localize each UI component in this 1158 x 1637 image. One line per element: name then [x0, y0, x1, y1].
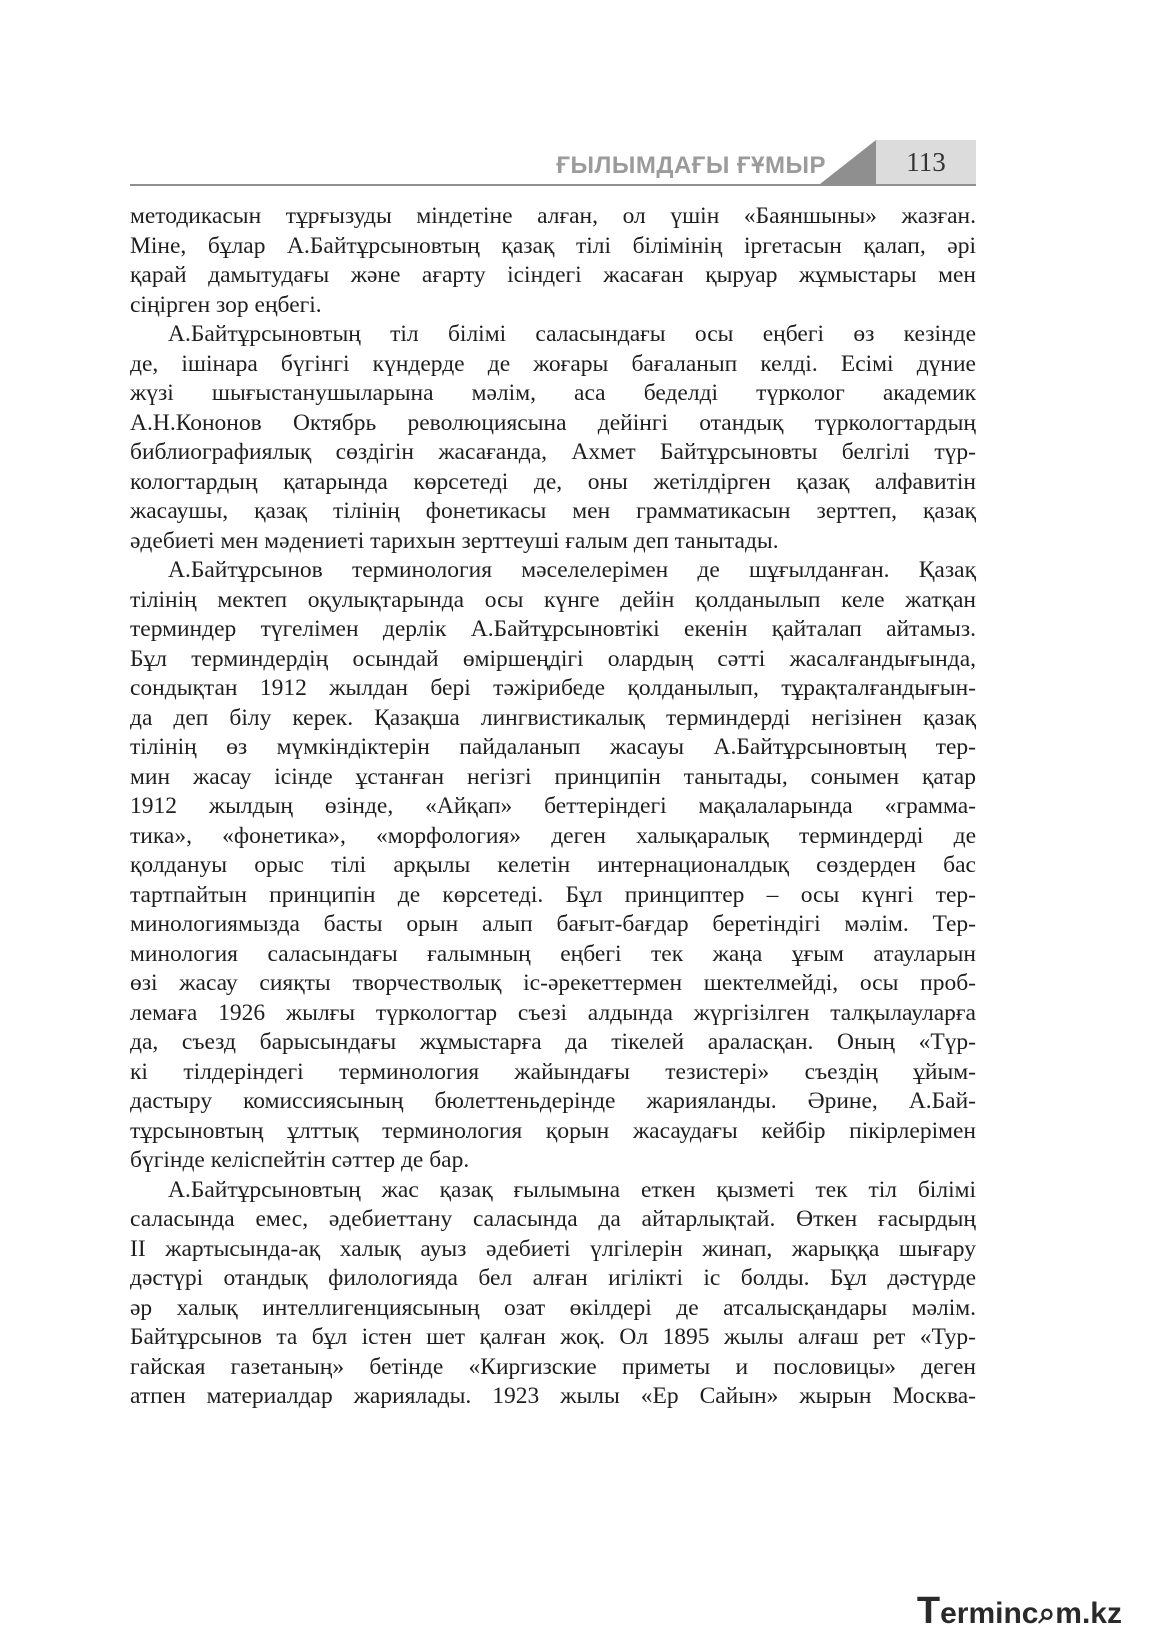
text-line: қарай дамытудағы және ағарту ісіндегі жасаған қыруар жұмыстары мен	[130, 262, 976, 288]
text-line: атпен материалдар жариялады. 1923 жылы «Ер Сайын» жырын Москва-	[130, 1383, 976, 1409]
text-line: лемаға 1926 жылғы түркологтар съезі алдында жүргізілген талқылауларға	[130, 999, 976, 1026]
text-line: дәстүрі отандық филологияда бел алған игілікті іс болды. Бұл дәстүрде	[130, 1265, 976, 1291]
text-line: мин жасау ісінде ұстанған негізгі принципін танытады, сонымен қатар	[130, 763, 976, 790]
magnifier-icon: ⌕	[1038, 1597, 1056, 1630]
text-line: 1912 жылдың өзінде, «Айқап» беттеріндегі мақалаларында «грамма-	[130, 793, 976, 819]
text-line: ІІ жартысында-ақ халық ауыз әдебиеті үлгілерін жинап, жарыққа шығару	[130, 1235, 976, 1262]
text-line: әр халық интеллигенциясының озат өкілдері де атсалысқандары мәлім.	[130, 1294, 976, 1321]
site-watermark	[917, 1590, 1122, 1633]
text-line: тілінің мектеп оқулықтарында осы күнге дейін қолданылып келе жатқан	[130, 586, 976, 613]
text-line: өзі жасау сияқты творчестволық іс-әрекеттермен шектелмейді, осы проб-	[130, 970, 976, 996]
watermark-text: erminc	[940, 1597, 1039, 1630]
watermark-domain: m.kz	[1055, 1597, 1122, 1630]
text-line: тілінің өз мүмкіндіктерін пайдаланып жасауы А.Байтұрсыновтың тер-	[130, 734, 976, 760]
text-line: Байтұрсынов та бұл істен шет қалған жоқ. Ол 1895 жылы алғаш рет «Тур-	[130, 1324, 976, 1350]
text-line: минология саласындағы ғалымның еңбегі тек жаңа ұғым атауларын	[130, 940, 976, 967]
text-line: кологтардың қатарында көрсетеді де, оны жетілдірген қазақ алфавитін	[130, 468, 976, 495]
text-line: Бұл терминдердің осындай өміршеңдігі олардың сәтті жасалғандығында,	[130, 645, 976, 672]
watermark-first-letter: T	[916, 1590, 941, 1632]
text-line: методикасын тұрғызуды міндетіне алған, ол үшін «Баяншыны» жазған.	[130, 203, 976, 229]
text-line: да, съезд барысындағы жұмыстарға да тікелей араласқан. Оның «Түр-	[130, 1029, 976, 1055]
text-line: қолдануы орыс тілі арқылы келетін интернационалдық сөздерден бас	[130, 852, 976, 878]
text-line: әдебиеті мен мәдениеті тарихын зерттеуші ғалым деп танытады.	[130, 527, 779, 554]
text-line: дастыру комиссиясының бюлеттеньдерінде жарияланды. Әрине, А.Бай-	[130, 1088, 976, 1114]
header-decorative-wedge	[820, 140, 876, 184]
text-line: минологиямызда басты орын алып бағыт-бағдар беретіндігі мәлім. Тер-	[130, 911, 976, 937]
text-line: сіңірген зор еңбегі.	[130, 291, 322, 318]
text-line: тика», «фонетика», «морфология» деген халықаралық терминдерді де	[130, 822, 976, 849]
text-line: сондықтан 1912 жылдан бері тәжірибеде қолданылып, тұрақталғандығын-	[130, 675, 976, 701]
text-line: тартпайтын принципін де көрсетеді. Бұл принциптер – осы күнгі тер-	[130, 881, 976, 908]
body-text	[130, 202, 976, 1412]
text-line: гайская газетаның» бетінде «Киргизские приметы и пословицы» деген	[130, 1353, 976, 1380]
text-line: бүгінде келіспейтін сәттер де бар.	[130, 1147, 470, 1173]
running-header	[130, 138, 976, 186]
header-rule	[130, 184, 976, 186]
page-number: 113	[876, 140, 976, 184]
text-line: А.Байтұрсыновтың тіл білімі саласындағы осы еңбегі өз кезінде	[168, 321, 976, 347]
text-line: терминдер түгелімен дерлік А.Байтұрсыновтікі екенін қайталап айтамыз.	[130, 616, 976, 642]
text-line: саласында емес, әдебиеттану саласында да айтарлықтай. Өткен ғасырдың	[130, 1206, 976, 1232]
text-line: А.Байтұрсыновтың жас қазақ ғылымына еткен қызметі тек тіл білімі	[168, 1176, 976, 1203]
text-line: Міне, бұлар А.Байтұрсыновтың қазақ тілі білімінің іргетасын қалап, әрі	[130, 232, 976, 259]
text-line: жүзі шығыстанушыларына мәлім, аса беделді түрколог академик	[130, 380, 976, 406]
text-line: тұрсыновтың ұлттық терминология қорын жасаудағы кейбір пікірлерімен	[130, 1117, 976, 1144]
text-line: да деп білу керек. Қазақша лингвистикалық терминдерді негізінен қазақ	[130, 704, 976, 731]
running-header-title: ҒЫЛЫМДАҒЫ ҒҰМЫР	[556, 152, 826, 179]
text-line: де, ішінара бүгінгі күндерде де жоғары бағаланып келді. Есімі дүние	[130, 350, 976, 377]
text-line: А.Н.Кононов Октябрь революциясына дейінгі отандық түркологтардың	[130, 409, 976, 436]
text-line: кі тілдеріндегі терминология жайындағы тезистері» съездің ұйым-	[130, 1058, 976, 1085]
text-line: А.Байтұрсынов терминология мәселелерімен де шұғылданған. Қазақ	[168, 557, 976, 583]
text-line: жасаушы, қазақ тілінің фонетикасы мен грамматикасын зерттеп, қазақ	[130, 498, 976, 524]
text-line: библиографиялық сөздігін жасағанда, Ахмет Байтұрсыновты белгілі түр-	[130, 439, 976, 465]
